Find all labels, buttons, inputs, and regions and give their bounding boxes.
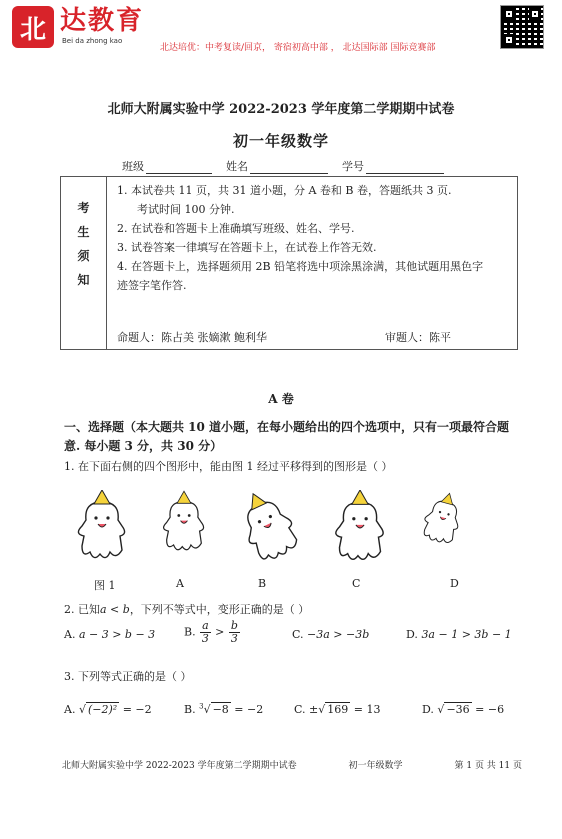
notice-item: 3. 试卷答案一律填写在答题卡上，在试卷上作答无效. <box>117 241 377 254</box>
notice-item: 1. 本试卷共 11 页，共 31 道小题，分 A 卷和 B 卷，答题纸共 3 页. <box>117 184 452 197</box>
question-2: 2. 已知a < b，下列不等式中，变形正确的是（ ） <box>64 603 310 616</box>
logo-text: 达教育 <box>60 6 145 36</box>
section-a-title: A 卷 <box>268 392 294 406</box>
option-b: B. $\frac{a}{3}$ > $\frac{b}{3}$ <box>184 619 238 645</box>
name-blank <box>250 162 328 174</box>
setters: 命题人：陈占美 张嫡漱 鲍利华 <box>117 331 267 344</box>
page-footer <box>62 758 522 771</box>
footer-exam-name: 北师大附属实验中学 2022-2023 学年度第二学期期中试卷 <box>62 761 297 771</box>
id-blank <box>366 162 444 174</box>
notice-authors <box>117 329 511 345</box>
notice-item: 4. 在答题卡上，选择题须用 2B 铅笔将选中项涂黑涂满，其他试题用黑色字 <box>117 260 484 273</box>
figure-label: C <box>352 577 361 590</box>
notice-item: 2. 在试卷和答题卡上准确填写班级、姓名、学号. <box>117 222 355 235</box>
footer-page-number: 第 1 页 共 11 页 <box>454 761 522 771</box>
notice-item: 考试时间 100 分钟. <box>137 203 235 216</box>
id-field <box>342 158 444 174</box>
class-field <box>122 158 212 174</box>
name-field <box>226 158 328 174</box>
name-label: 姓名 <box>226 160 248 173</box>
exam-title: 北师大附属实验中学 2022-2023 学年度第二学期期中试卷 <box>107 102 455 117</box>
logo-subtitle: Bei da zhong kao <box>62 37 123 45</box>
figure-label: B <box>258 577 267 590</box>
section-heading: 一、选择题（本大题共 10 道小题，在每小题给出的四个选项中，只有一项最符合题意. 每小题 3 分，共 30 分） <box>64 420 510 453</box>
question-1-figures <box>66 490 506 570</box>
footer-subject: 初一年级数学 <box>348 761 403 771</box>
fraction: $\frac{a}{3}$ <box>201 619 209 645</box>
header-banner: 北达培优：中考复读/回京， 寄宿初高中部 ， 北达国际部 国际竞赛部 <box>160 43 436 53</box>
option-a: A. a − 3 > b − 3 <box>64 628 156 641</box>
figure-label: 图 1 <box>94 579 116 592</box>
question-3: 3. 下列等式正确的是（ ） <box>64 670 192 683</box>
option-c: C. ±√ 169 = 13 <box>294 703 381 716</box>
student-info-fields <box>122 158 444 174</box>
reviewer: 审题人：陈平 <box>385 331 451 344</box>
class-blank <box>146 162 212 174</box>
ghost-figure-a-icon <box>158 490 210 560</box>
ghost-figure-c-icon <box>328 490 392 570</box>
option-d: D. √ −36 = −6 <box>422 703 505 716</box>
class-label: 班级 <box>122 160 144 173</box>
fraction: $\frac{b}{3}$ <box>230 619 238 645</box>
ghost-figure-d-icon <box>420 490 464 552</box>
figure-label: D <box>450 577 459 590</box>
figure-label: A <box>176 577 184 590</box>
option-d: D. 3a − 1 > 3b − 1 <box>406 628 512 641</box>
brand-logo <box>12 6 152 52</box>
option-c: C. −3a > −3b <box>292 628 370 641</box>
exam-subtitle: 初一年级数学 <box>232 132 329 150</box>
notice-item: 迹签字笔作答. <box>117 279 187 292</box>
ghost-figure-1-icon <box>72 490 132 568</box>
ghost-figure-b-icon <box>234 490 306 568</box>
option-b: B. $^3$√ −8 = −2 <box>184 702 264 716</box>
notice-items <box>117 181 511 295</box>
id-label: 学号 <box>342 160 364 173</box>
option-a: A. √ (−2)² = −2 <box>64 703 152 716</box>
question-1: 1. 在下面右侧的四个图形中，能由图 1 经过平移得到的图形是（ ） <box>64 460 393 473</box>
exam-notice-box <box>60 176 518 350</box>
logo-badge: 北 <box>12 6 54 48</box>
notice-side-label: 考 生 须 知 <box>61 177 107 349</box>
qr-code-icon <box>500 5 544 49</box>
